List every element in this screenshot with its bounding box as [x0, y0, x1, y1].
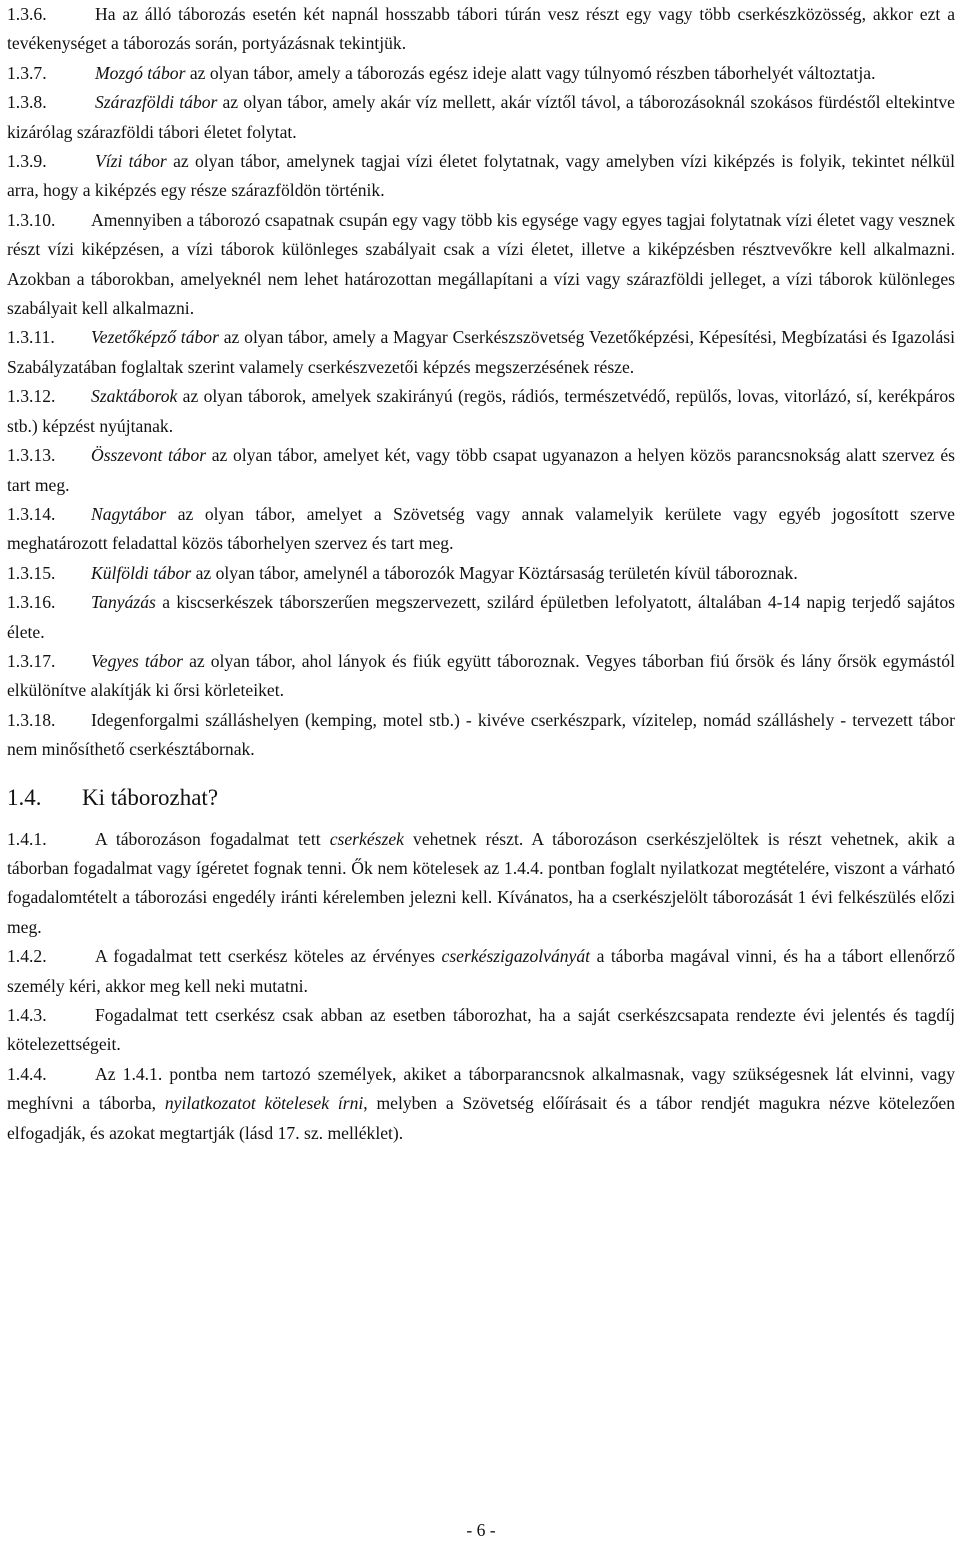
paragraph-text: az olyan tábor, amelyet a Szövetség vagy annak valamelyik kerülete vagy egyéb jogosított szerve meghatározott feladattal közös táborhelyen szervez és tart meg. [7, 503, 955, 554]
paragraph-1-3-13 [7, 441, 955, 500]
paragraph-text: A fogadalmat tett cserkész köteles az érvényes [95, 946, 442, 967]
paragraph-text: Fogadalmat tett cserkész csak abban az esetben táborozhat, ha a saját cserkészcsapata rendezte évi jelentés és tagdíj kötelezettségeit. [7, 1005, 955, 1055]
defined-term: Mozgó tábor [95, 62, 186, 83]
defined-term: Szárazföldi tábor [95, 92, 218, 113]
paragraph-1-4-2 [7, 942, 955, 1001]
paragraph-1-3-11 [7, 323, 955, 382]
paragraph-number: 1.3.15. [7, 562, 56, 583]
paragraph-1-4-3 [7, 1001, 955, 1060]
paragraph-text: Amennyiben a táborozó csapatnak csupán egy vagy több kis egysége vagy egyes tagjai folytatnak vízi életet vagy vesznek részt vízi kiképzésen, a vízi táborok különleges szabályait csak a vízi életet, illetve a kiképzésben résztvevőkre kell alkalmazni. Azokban a táborokban, amelyeknél nem lehet határozottan megállapítani a vízi vagy szárazföldi jelleget, a vízi táborok különleges szabályait kell alkalmazni. [7, 209, 955, 319]
paragraph-text: az olyan táborok, amelyek szakirányú (regös, rádiós, természetvédő, repülős, lovas, vitorlázó, sí, kerékpáros stb.) képzést nyújtanak. [7, 386, 955, 436]
section-list-1-4 [7, 825, 955, 1148]
paragraph-text: az olyan tábor, amely a táborozás egész ideje alatt vagy túlnyomó részben táborhelyét változtatja. [185, 62, 876, 83]
paragraph-number: 1.3.12. [7, 386, 56, 407]
paragraph-number: 1.3.13. [7, 445, 56, 466]
defined-term: Összevont tábor [91, 445, 207, 466]
page-number-footer [0, 1520, 960, 1541]
paragraph-number: 1.3.18. [7, 709, 56, 730]
section-heading [7, 783, 955, 813]
paragraph-text: az olyan tábor, amely akár víz mellett, akár víztől távol, a táborozásoknál szokásos fürdéstől eltekintve kizárólag szárazföldi tábori életet folytat. [7, 92, 955, 142]
paragraph-text: a táborba magával vinni, és ha a tábort ellenőrző személy kéri, akkor meg kell neki mutatni. [7, 946, 955, 996]
paragraph-1-3-17 [7, 647, 955, 706]
defined-term: cserkészek [329, 828, 404, 849]
defined-term: nyilatkozatot kötelesek írni [164, 1093, 364, 1114]
page-number: - 6 - [466, 1520, 496, 1540]
paragraph-number: 1.3.11. [7, 327, 55, 348]
paragraph-number: 1.3.7. [7, 62, 47, 83]
paragraph-1-3-8 [7, 88, 955, 147]
paragraph-1-3-9 [7, 147, 955, 206]
paragraph-1-3-15 [7, 559, 955, 588]
defined-term: cserkészigazolványát [441, 946, 591, 967]
paragraph-number: 1.3.10. [7, 209, 56, 230]
paragraph-text: A táborozáson fogadalmat tett [95, 828, 330, 849]
paragraph-number: 1.4.4. [7, 1063, 47, 1084]
defined-term: Vezetőképző tábor [91, 327, 219, 348]
defined-term: Külföldi tábor [91, 562, 192, 583]
section-heading-number: 1.4. [7, 784, 42, 810]
defined-term: Nagytábor [91, 503, 167, 524]
paragraph-text: Ha az álló táborozás esetén két napnál hosszabb tábori túrán vesz részt egy vagy több cserkészközösség, akkor ezt a tevékenységet a táborozás során, portyázásnak tekintjük. [7, 4, 955, 54]
paragraph-text: az olyan tábor, amelynél a táborozók Magyar Köztársaság területén kívül táboroznak. [191, 562, 798, 583]
paragraph-number: 1.4.1. [7, 828, 47, 849]
paragraph-text: az olyan tábor, ahol lányok és fiúk együtt táboroznak. Vegyes táborban fiú őrsök és lány őrsök egymástól elkülönítve alakítják ki őrsi körleteiket. [7, 650, 955, 701]
paragraph-1-3-7 [7, 59, 955, 88]
paragraph-number: 1.3.6. [7, 4, 47, 24]
paragraph-number: 1.3.17. [7, 650, 56, 671]
paragraph-text: Az 1.4.1. pontba nem tartozó személyek, akiket a táborparancsnok alkalmasnak, vagy szükségesnek lát elvinni, vagy meghívni a táborba, [7, 1063, 955, 1114]
defined-term: Szaktáborok [91, 386, 178, 407]
paragraph-text: , melyben a Szövetség előírásait és a tábor rendjét magukra nézve kötelezően elfogadják, és azokat megtartják (lásd 17. sz. melléklet). [7, 1093, 956, 1143]
paragraph-number: 1.3.8. [7, 92, 47, 113]
paragraph-1-3-16 [7, 588, 955, 647]
paragraph-1-3-10 [7, 206, 955, 324]
paragraph-number: 1.3.9. [7, 151, 47, 172]
paragraph-text: az olyan tábor, amelyet két, vagy több csapat ugyanazon a helyen közös parancsnokság alatt szervez és tart meg. [7, 445, 955, 495]
paragraph-1-3-14 [7, 500, 955, 559]
section-list-1-3 [7, 0, 955, 765]
paragraph-number: 1.3.16. [7, 592, 56, 613]
defined-term: Vízi tábor [95, 151, 167, 172]
paragraph-1-4-4 [7, 1060, 955, 1148]
defined-term: Tanyázás [91, 592, 156, 613]
paragraph-number: 1.4.3. [7, 1005, 47, 1025]
section-heading-title: Ki táborozhat? [82, 784, 219, 810]
paragraph-1-4-1 [7, 825, 955, 943]
defined-term: Vegyes tábor [91, 650, 184, 671]
paragraph-text: vehetnek részt. A táborozáson cserkészjelöltek is részt vehetnek, akik a táborban fogadalmat vagy ígéretet fognak tenni. Ők nem kötelesek az 1.4.4. pontban foglalt nyilatkozat megtételére, viszont a várható fogadalomtételt a táborozási engedély iránti kérelemben jelezni kell. Kívánatos, ha a cserkészjelölt táborozását 1 évi felkészülés előzi meg. [7, 828, 955, 937]
paragraph-text: Idegenforgalmi szálláshelyen (kemping, motel stb.) - kivéve cserkészpark, vízitelep, nomád szálláshely - tervezett tábor nem minősíthető cserkésztábornak. [7, 709, 955, 760]
paragraph-number: 1.4.2. [7, 946, 47, 967]
paragraph-number: 1.3.14. [7, 503, 56, 524]
paragraph-text: a kiscserkészek táborszerűen megszervezett, szilárd épületben lefolyatott, általában 4-14 napig terjedő sajátos élete. [7, 592, 955, 642]
paragraph-1-3-12 [7, 382, 955, 441]
paragraph-text: az olyan tábor, amely a Magyar Cserkészszövetség Vezetőképzési, Képesítési, Megbízatási és Igazolási Szabályzatában foglaltak szerint valamely cserkészvezetői képzés megszerzésének része. [7, 327, 955, 377]
paragraph-1-3-6 [7, 0, 955, 59]
paragraph-text: az olyan tábor, amelynek tagjai vízi életet folytatnak, vagy amelyben vízi kiképzés is folyik, tekintet nélkül arra, hogy a kiképzés egy része szárazföldön történik. [7, 151, 955, 201]
paragraph-1-3-18 [7, 706, 955, 765]
document-body [7, 0, 955, 1148]
